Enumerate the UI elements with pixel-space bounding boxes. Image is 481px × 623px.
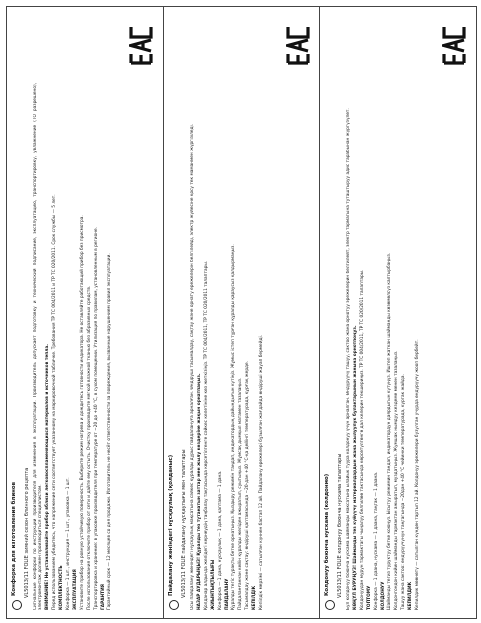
eac-mark-icon bbox=[286, 25, 310, 65]
language-column-ky bbox=[320, 7, 476, 618]
conformity-mark bbox=[33, 15, 159, 75]
body-paragraph: Құралды тегіс тұрақты бетке орнатыңыз. Қыздыру режимін таңдап, индикатордың дайындығын күтіңіз. Жұмыс істеп тұрған құралды қараусыз қалдырмаңыз. bbox=[231, 244, 237, 610]
language-flag-icon bbox=[12, 600, 22, 610]
language-column-ru bbox=[7, 7, 164, 618]
language-column-kz bbox=[164, 7, 321, 618]
body-paragraph: Кепілдік мерзімі — сатылған күннен бастап 12 ай. Пайдалану ережелері бұзылған жағдайда өндіруші жауап бермейді. bbox=[258, 334, 264, 610]
section-title: КЕПИЛДИК bbox=[408, 581, 414, 610]
body-paragraph: Шайманды тегиз туруктуу бетке коюңуз. Ысытуу режимин тандап, индикатордун даярдыгын күтүңүз. Иштеп жаткан шайманды көзөмөлсүз калтырбаңыз. bbox=[387, 252, 393, 610]
section-title: ПАЙДАЛАНУ bbox=[224, 578, 230, 610]
warning-paragraph: КӨҢҮЛ БУРУҢУЗ! Шайманды тез күйүүчү материалдардын жана жылуулук булактарынын жанына орнотпоңуз. bbox=[353, 325, 359, 610]
column-header bbox=[324, 15, 335, 610]
language-flag-icon bbox=[169, 600, 179, 610]
body-paragraph: Установите прибор на ровную устойчивую поверхность. Выберите режим нагрева и дождитесь готовности индикатора. Не оставляйте работающий прибор без присмотра. bbox=[79, 215, 85, 610]
column-text bbox=[346, 83, 472, 610]
body-paragraph: Конфорка — 1 шт., инструкция — 1 шт., упаковка — 1 шт. bbox=[66, 477, 72, 610]
column-subheading: VL5013/11 FOLIE колдонуу боюнча нускама талаптары bbox=[337, 453, 344, 598]
section-title: КОЛДОНУУ bbox=[380, 581, 386, 610]
section-title: ГАРАНТИЯ bbox=[100, 584, 106, 610]
body-paragraph: Перед использованием убедитесь, что напряжение сети соответствует указанному на маркировочной табличке. Требования ТР ТС 004/2011 и ТР ТС 020/2011. Срок службы — 5 лет. bbox=[52, 194, 58, 610]
eac-mark-icon bbox=[129, 25, 153, 65]
column-heading: Пайдалану жөніндегі нұсқаулық (қолданыс) bbox=[167, 454, 174, 596]
body-paragraph: Колдонуудан мурун тармактагы чыңалуу белгилөө тактасында көрсөтүлгөнгө дал келерин текшериңиз. ТР ТС 004/2011, ТР ТС 020/2011 талаптары. bbox=[360, 269, 366, 610]
warning-paragraph: ВНИМАНИЕ! Не устанавливайте прибор вблизи легковоспламеняющихся материалов и источников тепла. bbox=[45, 344, 51, 610]
column-subheading: VL5013/11 FOLIE пайдалану нұсқаулығы мен талаптары bbox=[180, 449, 187, 598]
column-text bbox=[33, 83, 159, 610]
column-heading: Конфорка для изготовления блинов bbox=[11, 482, 17, 596]
column-body bbox=[33, 15, 159, 610]
rotated-content bbox=[320, 7, 476, 618]
column-body bbox=[190, 15, 316, 610]
instruction-sheet bbox=[6, 6, 477, 619]
rotated-content bbox=[7, 7, 163, 618]
language-flag-icon bbox=[325, 600, 335, 610]
rotated-content bbox=[164, 7, 320, 618]
body-paragraph: Конфорка — 1 дана, нұсқаулық — 1 дана, қаптама — 1 дана. bbox=[217, 470, 223, 610]
column-header bbox=[11, 15, 22, 610]
body-paragraph: Транспортировка и хранение: в упаковке производителя при температуре от −20 до +40 °С, в сухом помещении. Утилизация по правилам, установленным в регионе. bbox=[93, 226, 99, 610]
body-paragraph: После использования отключите прибор от сети и дайте ему остыть. Очистку производите мягкой влажной тканью без абразивных средств. bbox=[86, 285, 92, 610]
body-paragraph: Колдонгондон кийин шайманды тармактан ажыратып, муздатыңыз. Жумшак нымдуу кездеме менен тазалаңыз. bbox=[394, 350, 400, 610]
section-title: КЕПІЛДІК bbox=[251, 585, 257, 610]
eac-mark-icon bbox=[442, 25, 466, 65]
body-paragraph: Осы пайдалану жөніндегі нұсқаулық мақсатына сәйкес құралды дұрыс пайдалануға арналған. Өндіруші тасымалдау, сақтау және орнату ережелерін белгілейді, электр жүйесіне қосу тек маманмен жүргізіледі. bbox=[189, 123, 195, 610]
column-heading: Колдонуу боюнча нускама (колдонмо) bbox=[324, 473, 331, 596]
body-paragraph: Пайдаланғаннан кейін құралды желіден ажыратып, суытыңыз. Жұмсақ дымқыл матамен тазалаңыз. bbox=[238, 377, 244, 610]
column-text bbox=[190, 83, 316, 610]
column-subheading: VL5013/11 FOLIE зимний сезон блинного рецепта bbox=[24, 467, 30, 598]
body-paragraph: Сигнальные конфорки по инструкции производителя для изменения в эксплуатации. Производитель допускает подготовку и технический подписание, эксплуатацию, транспортировку, увлажнение (ТО разрешено), электромонтаж должен производиться специалистом. bbox=[33, 83, 44, 610]
section-title: КОМПЛЕКТНОСТЬ bbox=[59, 565, 65, 610]
body-paragraph: Тасымалдау және сақтау: өндіруші қаптамасында −20-дан +40 °С-қа дейінгі температурада, құрғақ жерде. bbox=[244, 360, 250, 610]
section-title: ТОПТОМУ bbox=[367, 585, 373, 610]
conformity-mark bbox=[190, 15, 316, 75]
body-paragraph: Кепилдик мөөнөтү — сатылган күндөн тартып 12 ай. Колдонуу эрежелери бузулган учурда өндүрүүчү жооп бербейт. bbox=[415, 339, 421, 610]
body-paragraph: Қолданар алдында желідегі кернеудің таңбалау тақтасында көрсетілгенге сәйкес келетініне көз жеткізіңіз. ТР ТС 004/2011, ТР ТС 020/2011 талаптары. bbox=[203, 260, 209, 610]
column-body bbox=[346, 15, 472, 610]
body-paragraph: Ташуу жана сактоо: өндүрүүчүнүн таңгагында −20дан +40 °С чейинки температурада, кургак жайда. bbox=[401, 374, 407, 610]
section-title: ЖИЫНТЫҚТЫЛЫҒЫ bbox=[210, 559, 216, 610]
body-paragraph: Бул колдонуу боюнча нускама шайманды максатына ылайык туура колдонуу үчүн арналган. Өндүрүүчү ташуу, сактоо жана орнотуу эрежелерин белгилейт, электр тармагына туташтыруу адис тарабынан жүргүзүлөт. bbox=[346, 108, 352, 610]
conformity-mark bbox=[346, 15, 472, 75]
column-header bbox=[168, 15, 179, 610]
section-title: ЭКСПЛУАТАЦИЯ bbox=[72, 569, 78, 610]
body-paragraph: Гарантийный срок — 12 месяцев со дня продажи. Изготовитель не несёт ответственности за повреждения, вызванные нарушением правил эксплуатации. bbox=[107, 253, 113, 610]
body-paragraph: Конфорка — 1 даана, нускама — 1 даана, таңгак — 1 даана. bbox=[373, 471, 379, 610]
warning-paragraph: НАЗАР АУДАРЫҢЫЗ! Құралды тез тұтанатын заттар мен жылу көздеріне жақын орнатпаңыз. bbox=[196, 373, 202, 610]
